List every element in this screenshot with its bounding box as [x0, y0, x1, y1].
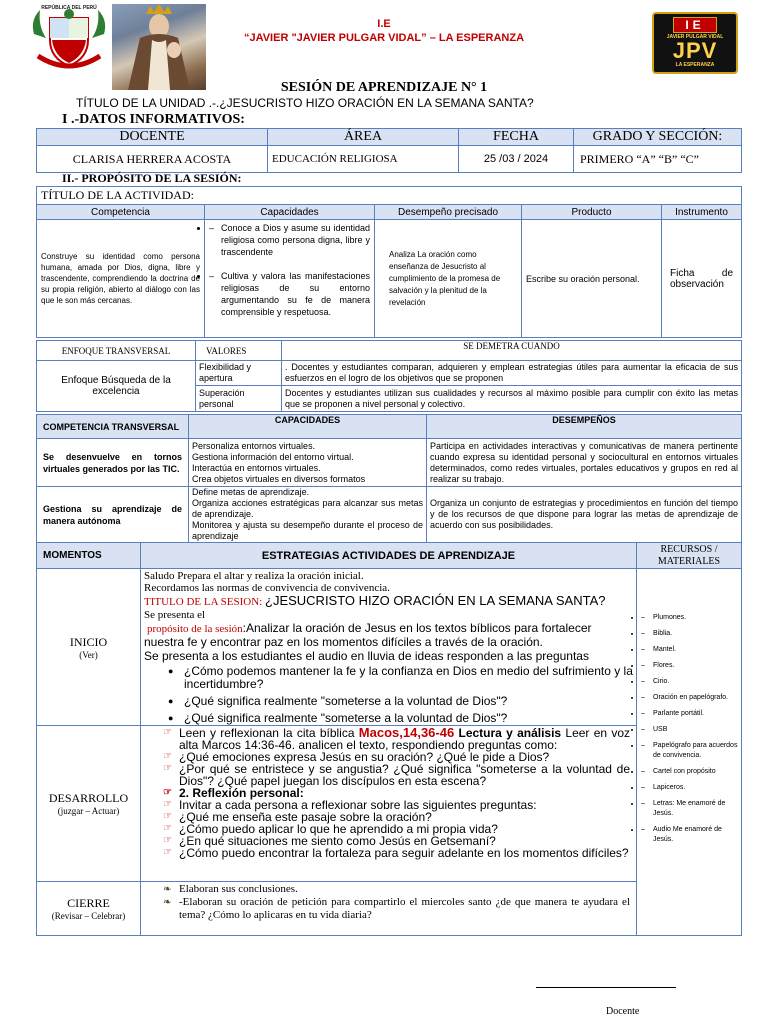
info-header-docente: DOCENTE	[37, 129, 268, 146]
session-title: SESIÓN DE APRENDIZAJE N° 1	[280, 80, 488, 95]
info-grado: PRIMERO “A” “B” “C”	[574, 146, 742, 173]
recurso-item: – • Flores.	[641, 661, 739, 671]
recurso-item: – • Audio Me enamoré de Jesús.	[641, 825, 739, 845]
inicio-proposito	[144, 622, 634, 649]
info-header-fecha: FECHA	[459, 129, 574, 146]
comp-header-desempeno: Desempeño precisado	[375, 205, 522, 220]
inicio-proposito-label: propósito de la sesión	[147, 623, 243, 635]
info-header-area: ÁREA	[268, 129, 459, 146]
inicio-question: ● ¿Cómo podemos mantener la fe y la confianza en Dios en medio del sufrimiento y la incertidumbre?	[166, 665, 634, 691]
transversal-capacidad: Gestiona información del entorno virtual.	[192, 451, 354, 462]
comp-capacidades	[205, 220, 375, 338]
inicio-presenta: Se presenta el	[144, 609, 206, 621]
transversal-competencia: Se desenvuelve en tornos virtuales generados por las TIC.	[37, 439, 189, 487]
inicio-question: ● ¿Qué significa realmente "someterse a la voluntad de Dios"?	[166, 695, 634, 708]
recurso-item: – • Letras: Me enamoré de Jesús.	[641, 799, 739, 819]
virgin-mary-image	[112, 4, 206, 90]
info-area: EDUCACIÓN RELIGIOSA	[268, 146, 459, 173]
desarrollo-lead2: Leer en voz alta Marcos 14:36-46. analicen el texto, respondiendo preguntas como:	[179, 726, 630, 752]
info-header-grado: GRADO Y SECCIÓN:	[574, 129, 742, 146]
inicio-question: ● ¿Qué significa realmente "someterse a la voluntad de Dios"?	[166, 712, 634, 725]
enfoque-header-transversal: ENFOQUE TRANSVERSAL	[37, 341, 196, 361]
desarrollo-item: ☞ ¿Cómo puedo aplicar lo que he aprendido a mi propia vida?	[161, 823, 630, 835]
desarrollo-intro	[161, 727, 630, 751]
inicio-line: Recordamos las normas de convivencia de convivencia.	[144, 582, 390, 594]
transversal-capacidades	[189, 487, 427, 543]
desarrollo-item: ☞ Invitar a cada persona a reflexionar sobre las siguientes preguntas:	[161, 799, 630, 811]
inicio-audio: Se presenta a los estudiantes el audio en lluvia de ideas responden a las preguntas	[144, 649, 589, 663]
comp-header-producto: Producto	[522, 205, 662, 220]
recursos-cell	[637, 569, 742, 936]
logo-school-label: JAVIER PULGAR VIDAL	[666, 34, 724, 40]
enfoque-header-valores: VALORES	[196, 341, 282, 361]
unit-title: TÍTULO DE LA UNIDAD .-.¿JESUCRISTO HIZO ORACIÓN EN LA SEMANA SANTA?	[76, 96, 534, 110]
recurso-item: – • Lapiceros.	[641, 783, 739, 793]
transversal-header-desempenos: DESEMPEÑOS	[427, 415, 742, 439]
comp-header-instrumento: Instrumento	[662, 205, 742, 220]
desarrollo-item: ☞ ¿Qué emociones expresa Jesús en su oración? ¿Qué le pide a Dios?	[161, 751, 630, 763]
desarrollo-item: ☞ ¿Qué me enseña este pasaje sobre la oración?	[161, 811, 630, 823]
moments-header-estrategias: ESTRATEGIAS ACTIVIDADES DE APRENDIZAJE	[141, 543, 637, 569]
enfoque-valor: Flexibilidad y apertura	[196, 361, 282, 386]
enfoque-desc: . Docentes y estudiantes comparan, adquieren y emplean estrategias útiles para aumentar la eficacia de sus esfuerzos en el logro de los objetivos que se proponen	[282, 361, 742, 386]
desarrollo-cita: Macos,14,36-46	[358, 725, 455, 740]
recurso-item: – • Plumones.	[641, 613, 739, 623]
comp-capacidad: – • Conoce a Dios y asume su identidad religiosa como persona digna, libre y trascendente	[209, 222, 370, 258]
comp-header-competencia: Competencia	[37, 205, 205, 220]
transversal-capacidad: Personaliza entornos virtuales.	[192, 440, 316, 451]
moment-inicio-content	[141, 569, 637, 726]
school-code: I.E	[377, 18, 391, 30]
transversal-desempeno: Organiza un conjunto de estrategias y procedimientos en función del tiempo y de los recursos de que dispone para lograr las metas de aprendizaje de acuerdo con sus posibilidades.	[427, 487, 742, 543]
moment-desarrollo-sub: (juzgar – Actuar)	[57, 806, 120, 816]
moment-inicio	[37, 569, 141, 726]
desarrollo-lead: Leen y reflexionan la cita bíblica	[179, 726, 359, 740]
moment-inicio-name: INICIO	[69, 634, 108, 649]
inicio-line: Saludo Prepara el altar y realiza la oración inicial.	[144, 570, 364, 582]
logo-ie-badge: IE	[673, 17, 717, 33]
recurso-item: – • Cartel con propósito	[641, 767, 739, 777]
transversal-table	[36, 414, 742, 543]
inicio-session-label: TITULO DE LA SESION:	[144, 596, 265, 608]
recurso-item: – • Parlante portátil.	[641, 709, 739, 719]
comp-instrumento: Ficha de observación	[662, 220, 742, 338]
desarrollo-item: ☞ ¿Cómo puedo encontrar la fortaleza para seguir adelante en los momentos difíciles?	[161, 847, 630, 859]
inicio-proposito-text: :Analizar la oración de Jesus en los textos bíblicos para fortalecer nuestra fe y encontrar paz en los momentos difíciles a través de la oración.	[144, 621, 592, 649]
moment-desarrollo-content	[141, 726, 637, 882]
desarrollo-lectura: Lectura y análisis	[454, 726, 562, 740]
enfoque-desc: Docentes y estudiantes utilizan sus cualidades y recursos al máximo posible para cumplir con éxito las metas que se proponen a nivel personal y colectivo.	[282, 386, 742, 412]
transversal-capacidad: Define metas de aprendizaje.	[192, 487, 310, 497]
moments-header-momentos: MOMENTOS	[37, 543, 141, 569]
comp-header-capacidades: Capacidades	[205, 205, 375, 220]
moment-cierre-content	[141, 882, 637, 936]
section-datos-informativos: I .-DATOS INFORMATIVOS:	[62, 112, 245, 127]
desarrollo-item: ☞ 2. Reflexión personal:	[161, 787, 630, 799]
recurso-item: – • Biblia.	[641, 629, 739, 639]
enfoque-header-se-demuestra: SE DEMETRA CUANDO	[282, 341, 742, 361]
jpv-school-logo	[652, 12, 738, 74]
moment-cierre-sub: (Revisar – Celebrar)	[51, 911, 126, 921]
signature-line	[536, 987, 676, 988]
cierre-item: ❧ -Elaboran su oración de petición para compartirlo el miercoles santo ¿de que manera te ayudara el tema? ¿Cómo lo aplicaras en tu vida diaria?	[161, 896, 630, 922]
comp-capacidad: – • Cultiva y valora las manifestaciones religiosas de su entorno argumentando su fe de manera comprensible y respetuosa.	[209, 270, 370, 318]
desarrollo-item: ☞ ¿En qué situaciones me siento como Jesús en Getsemaní?	[161, 835, 630, 847]
comp-competencia: Construye su identidad como persona humana, amada por Dios, digna, libre y trascendente, comprendiendo la doctrina de su propia religión, abierto al diálogo con las que le son más cercanas.	[37, 220, 205, 338]
transversal-header-competencia: COMPETENCIA TRANSVERSAL	[37, 415, 189, 439]
school-name: “JAVIER "JAVIER PULGAR VIDAL” – LA ESPERANZA	[243, 32, 525, 44]
transversal-header-capacidades: CAPACIDADES	[189, 415, 427, 439]
enfoque-name: Enfoque Búsqueda de la excelencia	[37, 361, 196, 412]
activity-title: TÍTULO DE LA ACTIVIDAD:	[37, 187, 742, 205]
inicio-session-title: ¿JESUCRISTO HIZO ORACIÓN EN LA SEMANA SANTA?	[265, 593, 606, 608]
recursos-list	[641, 613, 739, 845]
recurso-item: – • USB	[641, 725, 739, 735]
cierre-item: ❧ Elaboran sus conclusiones.	[161, 883, 630, 896]
inicio-session-title-line	[144, 594, 634, 609]
moments-table	[36, 542, 742, 936]
comp-desempeno: Analiza La oración como enseñanza de Jesucristo al cumplimiento de la promesa de salvación y la plenitud de la revelación	[375, 220, 522, 338]
enfoque-valor: Superación personal	[196, 386, 282, 412]
svg-text:REPÚBLICA DEL PERÚ: REPÚBLICA DEL PERÚ	[41, 5, 97, 11]
info-table	[36, 128, 742, 173]
moments-header-recursos: RECURSOS / MATERIALES	[637, 543, 742, 569]
comp-producto: Escribe su oración personal.	[522, 220, 662, 338]
transversal-capacidad: Crea objetos virtuales en diversos formatos	[192, 473, 366, 484]
transversal-capacidades	[189, 439, 427, 487]
moment-inicio-sub: (Ver)	[79, 649, 98, 660]
recurso-item: – • Mantel.	[641, 645, 739, 655]
transversal-capacidad: Organiza acciones estratégicas para alcanzar sus metas de aprendizaje.	[192, 498, 423, 519]
moment-desarrollo-name: DESARROLLO	[48, 791, 129, 805]
transversal-capacidad: Monitorea y ajusta su desempeño durante el proceso de aprendizaje	[192, 520, 423, 541]
desarrollo-item: ☞ ¿Por qué se entristece y se angustia? ¿Qué significa "someterse a la voluntad de Dios"? ¿Qué papel juegan los discípulos en esta escena?	[161, 763, 630, 787]
info-docente: CLARISA HERRERA ACOSTA	[37, 146, 268, 173]
logo-jpv-text: JPV	[672, 38, 718, 63]
signature-label: Docente	[606, 1006, 640, 1017]
recurso-item: – • Papelógrafo para acuerdos de convivencia.	[641, 741, 739, 761]
transversal-capacidad: Interactúa en entornos virtuales.	[192, 462, 321, 473]
inicio-questions	[144, 665, 634, 725]
moment-desarrollo	[37, 726, 141, 882]
moment-cierre-name: CIERRE	[67, 896, 110, 910]
transversal-desempeno: Participa en actividades interactivas y comunicativas de manera pertinente cuando expresa su identidad personal y sociocultural en entornos virtuales determinados, como redes virtuales, portales educativos y grupos en red al realizar su trabajo.	[427, 439, 742, 487]
recurso-item: – • Cirio.	[641, 677, 739, 687]
transversal-competencia: Gestiona su aprendizaje de manera autónoma	[37, 487, 189, 543]
recurso-item: – • Oración en papelógrafo.	[641, 693, 739, 703]
competency-table	[36, 186, 742, 338]
moment-cierre	[37, 882, 141, 936]
info-fecha: 25 /03 / 2024	[459, 146, 574, 173]
enfoque-table	[36, 340, 742, 412]
section-proposito: II.- PROPÓSITO DE LA SESIÓN:	[62, 171, 242, 185]
logo-town-label: LA ESPERANZA	[675, 62, 715, 68]
